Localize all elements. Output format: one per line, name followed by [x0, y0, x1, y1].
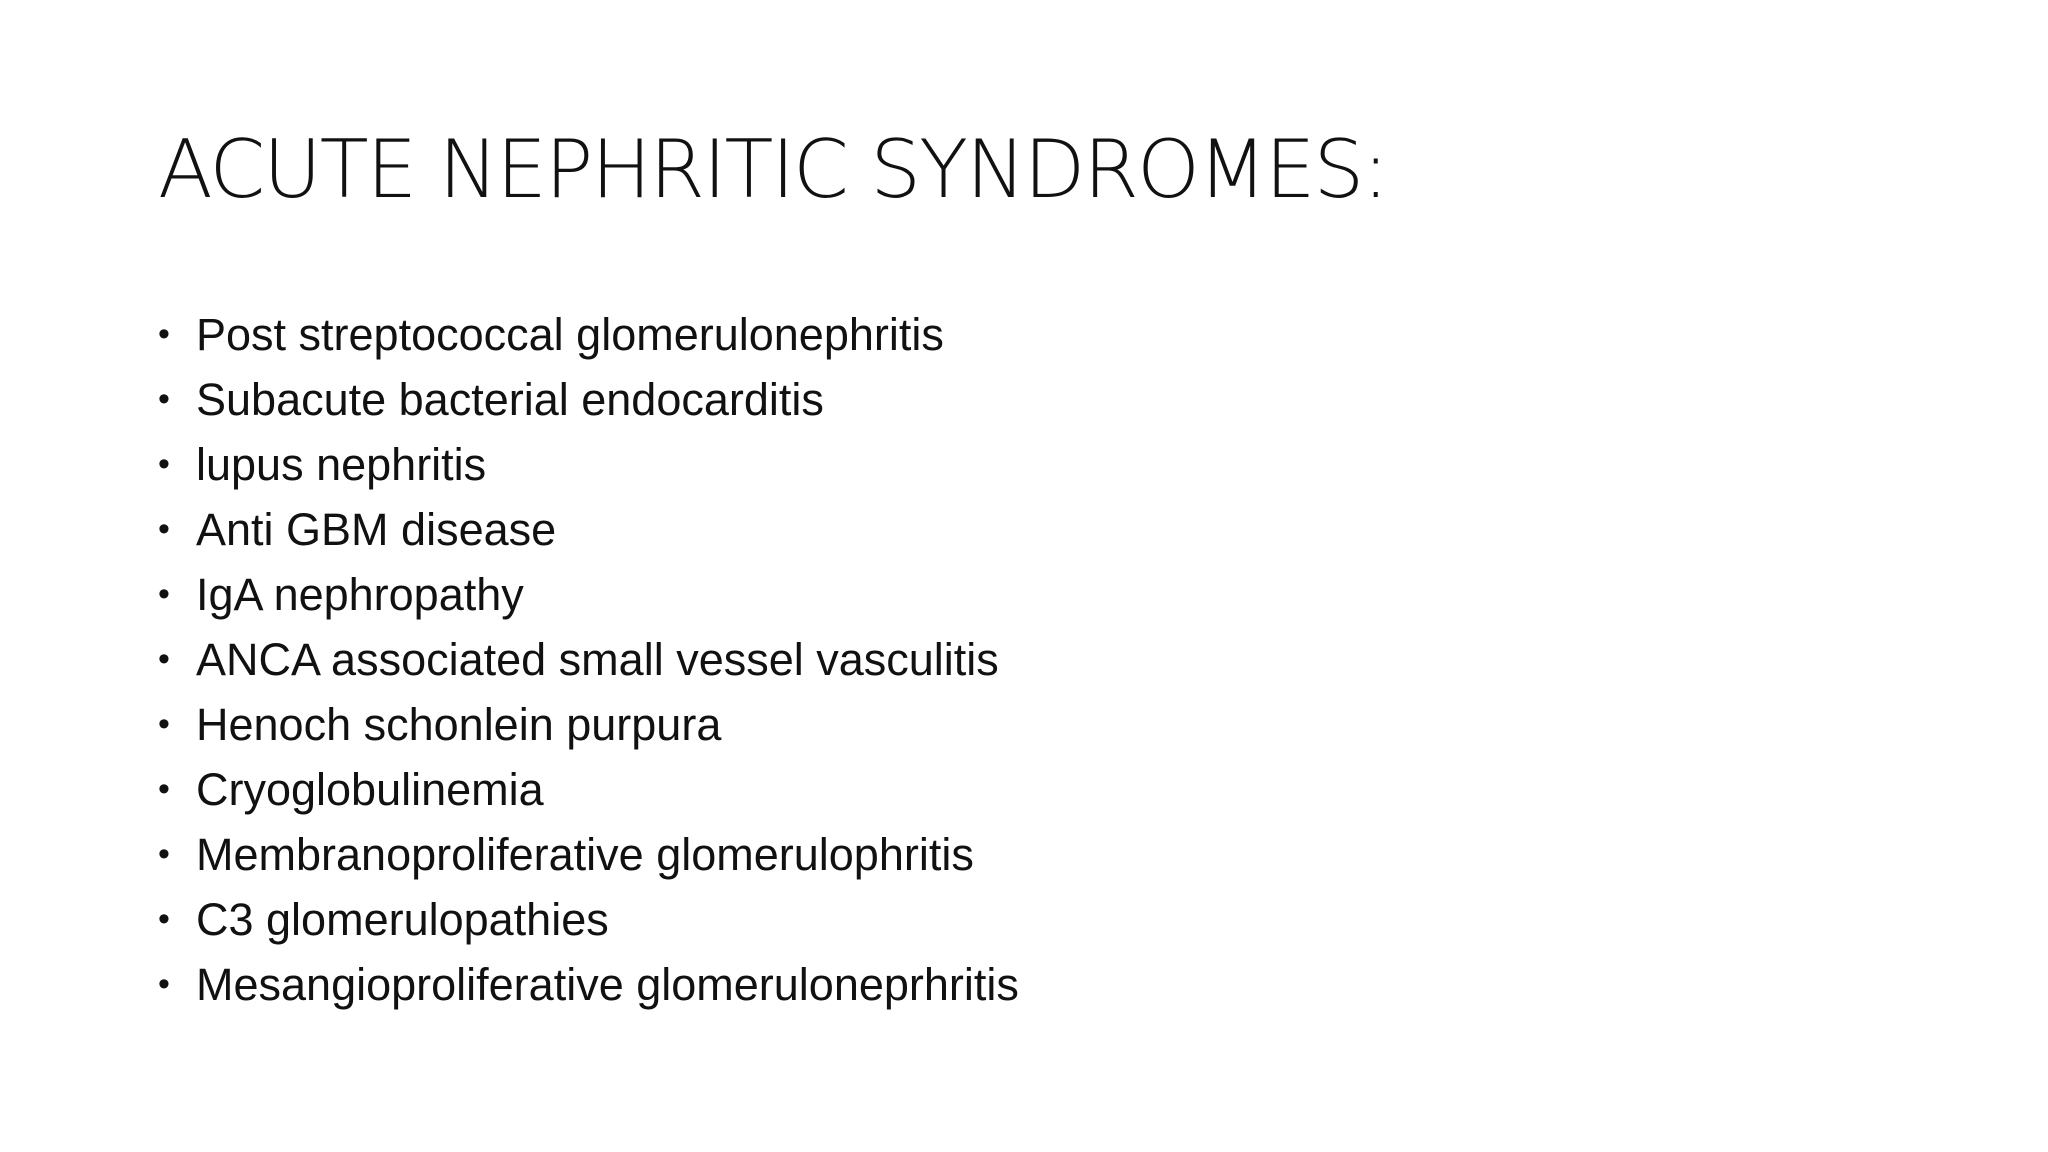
bullet-icon: • — [158, 770, 170, 808]
bullet-icon: • — [158, 445, 170, 483]
list-item-text: Cryoglobulinemia — [196, 764, 544, 815]
list-item-text: Post streptococcal glomerulonephritis — [196, 309, 944, 360]
bullet-list — [158, 302, 1019, 1017]
list-item-text: Mesangioproliferative glomeruloneprhritis — [196, 959, 1019, 1010]
list-item-text: Membranoproliferative glomerulophritis — [196, 829, 974, 880]
list-item-text: Henoch schonlein purpura — [196, 699, 722, 750]
list-item — [158, 757, 1019, 822]
bullet-icon: • — [158, 640, 170, 678]
list-item — [158, 692, 1019, 757]
bullet-icon: • — [158, 380, 170, 418]
bullet-icon: • — [158, 965, 170, 1003]
list-item-text: ANCA associated small vessel vasculitis — [196, 634, 999, 685]
bullet-icon: • — [158, 315, 170, 353]
list-item — [158, 887, 1019, 952]
list-item-text: C3 glomerulopathies — [196, 894, 609, 945]
list-item — [158, 627, 1019, 692]
list-item — [158, 367, 1019, 432]
list-item — [158, 432, 1019, 497]
slide-title: ACUTE NEPHRITIC SYNDROMES: — [158, 123, 1388, 216]
bullet-icon: • — [158, 835, 170, 873]
bullet-icon: • — [158, 510, 170, 548]
list-item-text: lupus nephritis — [196, 439, 487, 490]
bullet-icon: • — [158, 575, 170, 613]
list-item — [158, 952, 1019, 1017]
list-item — [158, 497, 1019, 562]
bullet-icon: • — [158, 705, 170, 743]
bullet-icon: • — [158, 900, 170, 938]
list-item-text: Subacute bacterial endocarditis — [196, 374, 824, 425]
list-item — [158, 562, 1019, 627]
list-item — [158, 302, 1019, 367]
list-item-text: Anti GBM disease — [196, 504, 557, 555]
list-item-text: IgA nephropathy — [196, 569, 524, 620]
list-item — [158, 822, 1019, 887]
